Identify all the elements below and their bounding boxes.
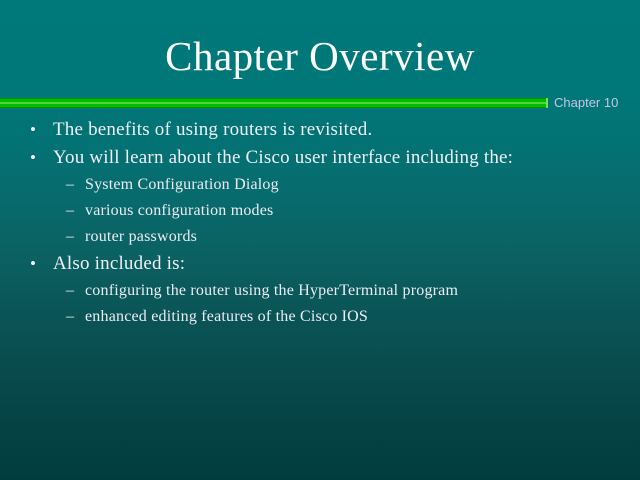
sub-bullet-item — [0, 226, 640, 248]
bullet-icon: • — [30, 120, 36, 139]
title-divider-row — [0, 95, 640, 111]
sub-bullet-text: System Configuration Dialog — [85, 176, 279, 193]
dash-icon: – — [66, 176, 74, 193]
bullet-text: The benefits of using routers is revisited. — [53, 119, 373, 140]
bullet-list — [0, 118, 640, 332]
dash-icon: – — [66, 308, 74, 325]
bullet-text: You will learn about the Cisco user interface including the: — [53, 147, 514, 168]
sub-bullet-item — [0, 174, 640, 196]
sub-bullet-text: router passwords — [85, 228, 198, 245]
sub-bullet-item — [0, 306, 640, 328]
sub-bullet-text: enhanced editing features of the Cisco IOS — [85, 308, 368, 325]
bullet-icon: • — [30, 148, 36, 167]
sub-bullet-text: configuring the router using the HyperTerminal program — [85, 282, 459, 299]
bullet-icon: • — [30, 254, 36, 273]
bullet-text: Also included is: — [53, 253, 186, 274]
chapter-badge: Chapter 10 — [554, 95, 619, 110]
sub-bullet-item — [0, 280, 640, 302]
dash-icon: – — [66, 202, 74, 219]
sub-bullet-text: various configuration modes — [85, 202, 274, 219]
sub-bullet-item — [0, 200, 640, 222]
bullet-item — [0, 252, 640, 276]
bullet-item — [0, 118, 640, 142]
dash-icon: – — [66, 282, 74, 299]
slide-title: Chapter Overview — [165, 33, 475, 79]
green-divider-bar — [0, 98, 548, 108]
bullet-item — [0, 146, 640, 170]
dash-icon: – — [66, 228, 74, 245]
